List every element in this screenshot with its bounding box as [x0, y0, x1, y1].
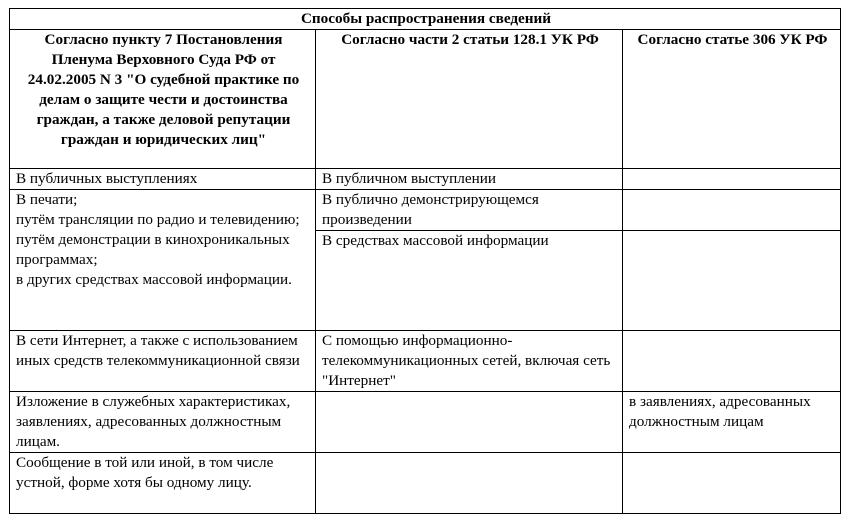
cell-r1-c2: В публичном выступлении	[316, 169, 623, 190]
cell-r3-c2: С помощью информационно-телекоммуникационных сетей, включая сеть "Интернет"	[316, 331, 623, 392]
header-article-128-1: Согласно части 2 статьи 128.1 УК РФ	[316, 30, 623, 169]
cell-r2-c2a: В публично демонстрирующемся произведении	[316, 190, 623, 231]
list-item: путём трансляции по радио и телевидению;	[16, 211, 300, 228]
list-item: путём демонстрации в кинохроникальных программах;	[16, 231, 290, 268]
list-item: В печати;	[16, 191, 78, 208]
cell-r3-c3	[623, 331, 841, 392]
table-title: Способы распространения сведений	[10, 9, 841, 30]
cell-r2-c1	[10, 190, 316, 331]
header-article-306: Согласно статье 306 УК РФ	[623, 30, 841, 169]
cell-r5-c1: Сообщение в той или иной, в том числе устной, форме хотя бы одному лицу.	[10, 453, 316, 514]
list-item: в других средствах массовой информации.	[16, 271, 292, 288]
table-row	[10, 392, 841, 453]
table-title-row	[10, 9, 841, 30]
cell-r3-c1: В сети Интернет, а также с использованием иных средств телекоммуникационной связи	[10, 331, 316, 392]
cell-r5-c3	[623, 453, 841, 514]
table-row	[10, 190, 841, 231]
cell-r4-c1: Изложение в служебных характеристиках, заявлениях, адресованных должностным лицам.	[10, 392, 316, 453]
table-row	[10, 453, 841, 514]
table-row	[10, 331, 841, 392]
cell-r4-c3: в заявлениях, адресованных должностным лицам	[623, 392, 841, 453]
cell-r2-c3a	[623, 190, 841, 231]
table-header-row	[10, 30, 841, 169]
cell-r1-c3	[623, 169, 841, 190]
cell-r2-c2b: В средствах массовой информации	[316, 231, 623, 331]
cell-r1-c1: В публичных выступлениях	[10, 169, 316, 190]
cell-r5-c2	[316, 453, 623, 514]
cell-r4-c2	[316, 392, 623, 453]
header-plenum-resolution: Согласно пункту 7 Постановления Пленума Верховного Суда РФ от 24.02.2005 N 3 "О судебной практике по делам о защите чести и достоинства граждан, а также деловой репутации граждан и юридических лиц"	[10, 30, 316, 169]
cell-r2-c3	[623, 231, 841, 331]
table-row	[10, 169, 841, 190]
distribution-methods-table	[9, 8, 841, 514]
